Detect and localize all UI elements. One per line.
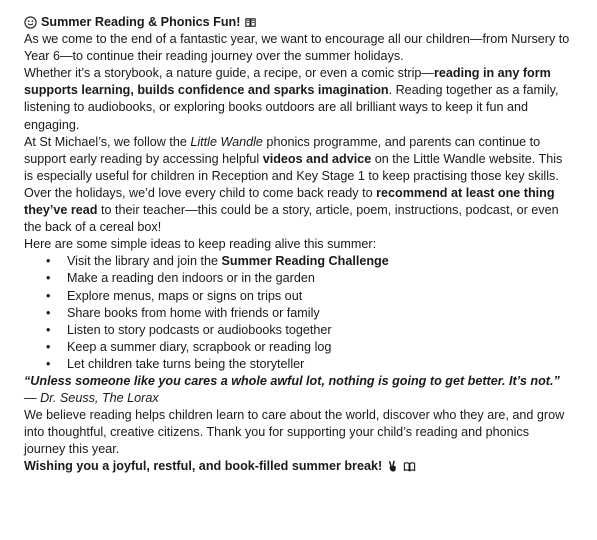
list-item: • Make a reading den indoors or in the garden — [24, 270, 573, 287]
list-item: • Let children take turns being the storyteller — [24, 356, 573, 373]
list-item: • Visit the library and join the Summer Reading Challenge — [24, 253, 573, 270]
signoff-text: Wishing you a joyful, restful, and book-filled summer break! — [24, 459, 383, 474]
list-item: • Explore menus, maps or signs on trips out — [24, 288, 573, 305]
quote-citation: — Dr. Seuss, The Lorax — [24, 391, 159, 406]
open-book-icon — [244, 16, 257, 29]
phonics-paragraph: At St Michael’s, we follow the Little Wandle phonics programme, and parents can continue to support early reading by accessing helpful videos and advice on the Little Wandle website. This is especially useful for children in Reception and Key Stage 1 to keep practising those key skills. — [24, 134, 563, 183]
emphasis-text: reading in any form supports learning, builds confidence and sparks imagination — [24, 66, 551, 98]
page-title — [24, 14, 573, 31]
closing-paragraph: We believe reading helps children learn to care about the world, discover who they are, and grow into thoughtful, creative citizens. Thank you for supporting your child’s reading and phonics journey this year. — [24, 408, 565, 457]
emphasis-text: videos and advice — [262, 151, 372, 166]
open-book-icon — [403, 460, 416, 473]
ideas-list — [24, 253, 573, 373]
list-item: • Listen to story podcasts or audiobooks together — [24, 322, 573, 339]
reading-forms-paragraph: Whether it’s a storybook, a nature guide, a recipe, or even a comic strip—reading in any form supports learning, builds confidence and sparks imagination. Reading together as a family, listening to audiobooks, or exploring books outdoors are all brilliant ways to keep it fun and engaging. — [24, 66, 559, 132]
signoff — [24, 458, 573, 475]
title-text: Summer Reading & Phonics Fun! — [41, 15, 241, 29]
holiday-paragraph: Over the holidays, we’d love every child to come back ready to recommend at least one thing they’ve read to their teacher—this could be a story, article, poem, instructions, podcast, or even the back of a cereal box! — [24, 185, 559, 235]
list-item: • Keep a summer diary, scrapbook or reading log — [24, 339, 573, 356]
emphasis-text: recommend at least one thing they’ve read — [24, 185, 555, 218]
intro-paragraph: As we come to the end of a fantastic year, we want to encourage all our children—from Nursery to Year 6—to continue their reading journey over the summer holidays. — [24, 32, 570, 64]
programme-name: Little Wandle — [190, 134, 263, 149]
victory-hand-icon — [386, 460, 399, 473]
quote: “Unless someone like you cares a whole awful lot, nothing is going to get better. It’s not.” — [24, 373, 560, 388]
smiley-face-icon — [24, 16, 37, 29]
ideas-intro: Here are some simple ideas to keep reading alive this summer: — [24, 237, 377, 252]
list-item: • Share books from home with friends or family — [24, 305, 573, 322]
